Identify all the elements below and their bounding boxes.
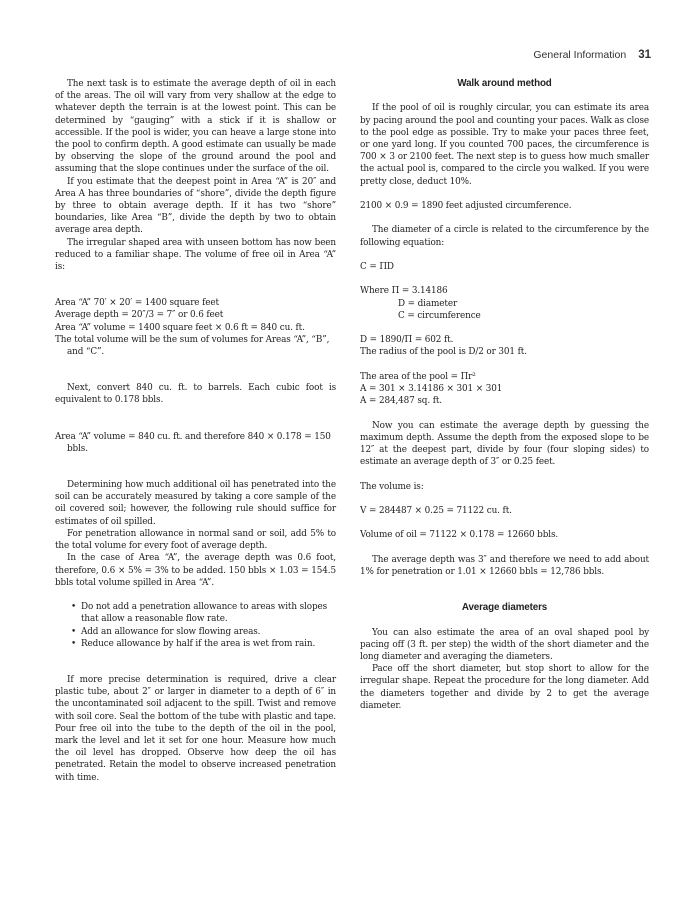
bullet-list <box>55 601 336 650</box>
calculation-line: Area “A” volume = 1400 square feet × 0.6 ft = 840 cu. ft. <box>55 322 305 333</box>
calculation-line: The total volume will be the sum of volumes for Areas “A”, “B”, and “C”. <box>55 334 330 358</box>
paragraph: The average depth was 3″ and therefore we need to add about 1% for penetration or 1.01 × 12660 bbls = 12,786 bbls. <box>360 554 649 577</box>
calculation-line: D = 1890/Π = 602 ft. <box>360 335 454 346</box>
paragraph: The diameter of a circle is related to the circumference by the following equation: <box>360 225 649 248</box>
calculation-line: V = 284487 × 0.25 = 71122 cu. ft. <box>360 505 512 516</box>
paragraph: If more precise determination is required, drive a clear plastic tube, about 2″ or larger in diameter to a depth of 6″ in the uncontaminated soil adjacent to the spill. Twist and remove with soil core. Seal the bottom of the tube with plastic and tape. Pour free oil into the tube to the depth of the oil in the pool, mark the level and let it set for one hour. Measure how much the oil level has dropped. Observe how deep the oil has penetrated. Retain the model to observe increased penetration with time. <box>55 674 336 783</box>
calculation-line: Volume of oil = 71122 × 0.178 = 12660 bbls. <box>360 530 559 541</box>
paragraph: If the pool of oil is roughly circular, you can estimate its area by pacing around the pool and counting your paces. Walk as close to the pool edge as possible. Try to make your paces three feet, or one yard long. If you counted 700 paces, the circumference is 700 × 3 or 2100 feet. The next step is to guess how much smaller the actual pool is, compared to the circle you walked. If you were pretty close, deduct 10%. <box>360 103 649 187</box>
calculation-line: The area of the pool = Πr² <box>360 371 476 382</box>
paragraph: Next, convert 840 cu. ft. to barrels. Each cubic foot is equivalent to 0.178 bbls. <box>55 383 336 406</box>
calculation-line: A = 284,487 sq. ft. <box>360 396 442 407</box>
calculation-line: Area “A” volume = 840 cu. ft. and therefore 840 × 0.178 = 150 bbls. <box>55 431 331 454</box>
page-number: 31 <box>638 49 651 61</box>
running-header <box>533 49 651 61</box>
paragraph: Determining how much additional oil has penetrated into the soil can be accurately measured by taking a core sample of the oil covered soil; however, the following rule should suffice for estimates of oil spilled. <box>55 480 336 527</box>
section-title: General Information <box>533 49 627 61</box>
calculation-line: Area “A” 70′ × 20′ = 1400 square feet <box>55 298 219 309</box>
list-item: • Do not add a penetration allowance to areas with slopes that allow a reasonable flow rate. <box>71 601 336 625</box>
calculation-line: The volume is: <box>360 481 424 492</box>
equation: Where Π = 3.14186 <box>360 286 448 297</box>
list-item: • Add an allowance for slow flowing areas. <box>71 626 336 638</box>
paragraph: Now you can estimate the average depth by guessing the maximum depth. Assume the depth from the exposed slope to be 12″ at the deepest part, divide by four (four sloping sides) to estimate an average depth of 3″ or 0.25 feet. <box>360 420 649 468</box>
equation: C = circumference <box>398 310 481 321</box>
paragraph: The irregular shaped area with unseen bottom has now been reduced to a familiar shape. The volume of free oil in Area “A” is: <box>55 237 336 273</box>
calculation-line: Average depth = 20″/3 = 7″ or 0.6 feet <box>55 310 224 321</box>
left-column <box>55 78 336 784</box>
paragraph: You can also estimate the area of an oval shaped pool by pacing off (3 ft. per step) the width of the short diameter and the long diameter and averaging the diameters. <box>360 627 649 662</box>
calculation-line: A = 301 × 3.14186 × 301 × 301 <box>360 383 503 394</box>
section-heading: Average diameters <box>461 602 548 614</box>
paragraph: The next task is to estimate the average depth of oil in each of the areas. The oil will vary from very shallow at the edge to whatever depth the terrain is at the lowest point. This can be determined by “gauging” with a stick if it is shallow or accessible. If the pool is wider, you can heave a large stone into the pool to confirm depth. A good estimate can usually be made by observing the slope of the ground around the pool and assuming that the slope continues under the surface of the oil. <box>55 79 336 175</box>
equation: C = ΠD <box>360 261 394 272</box>
paragraph: In the case of Area “A”, the average depth was 0.6 foot, therefore, 0.6 × 5% = 3% to be added. 150 bbls × 1.03 = 154.5 bbls total volume spilled in Area “A”. <box>55 553 336 588</box>
paragraph: Pace off the short diameter, but stop short to allow for the irregular shape. Repeat the procedure for the long diameter. Add the diameters together and divide by 2 to get the average diameter. <box>360 664 649 711</box>
paragraph: If you estimate that the deepest point in Area “A” is 20″ and Area A has three boundaries of “shore”, divide the depth figure by three to obtain average depth. If it has two “shore” boundaries, like Area “B”, divide the depth by two to obtain average area depth. <box>55 176 336 236</box>
calculation-line: The radius of the pool is D/2 or 301 ft. <box>360 347 527 358</box>
calculation-line: 2100 × 0.9 = 1890 feet adjusted circumference. <box>360 201 572 211</box>
section-heading: Walk around method <box>457 78 552 89</box>
equation: D = diameter <box>398 298 458 309</box>
paragraph: For penetration allowance in normal sand or soil, add 5% to the total volume for every foot of average depth. <box>55 528 336 552</box>
right-column <box>360 78 649 712</box>
list-item: • Reduce allowance by half if the area is wet from rain. <box>71 638 336 650</box>
